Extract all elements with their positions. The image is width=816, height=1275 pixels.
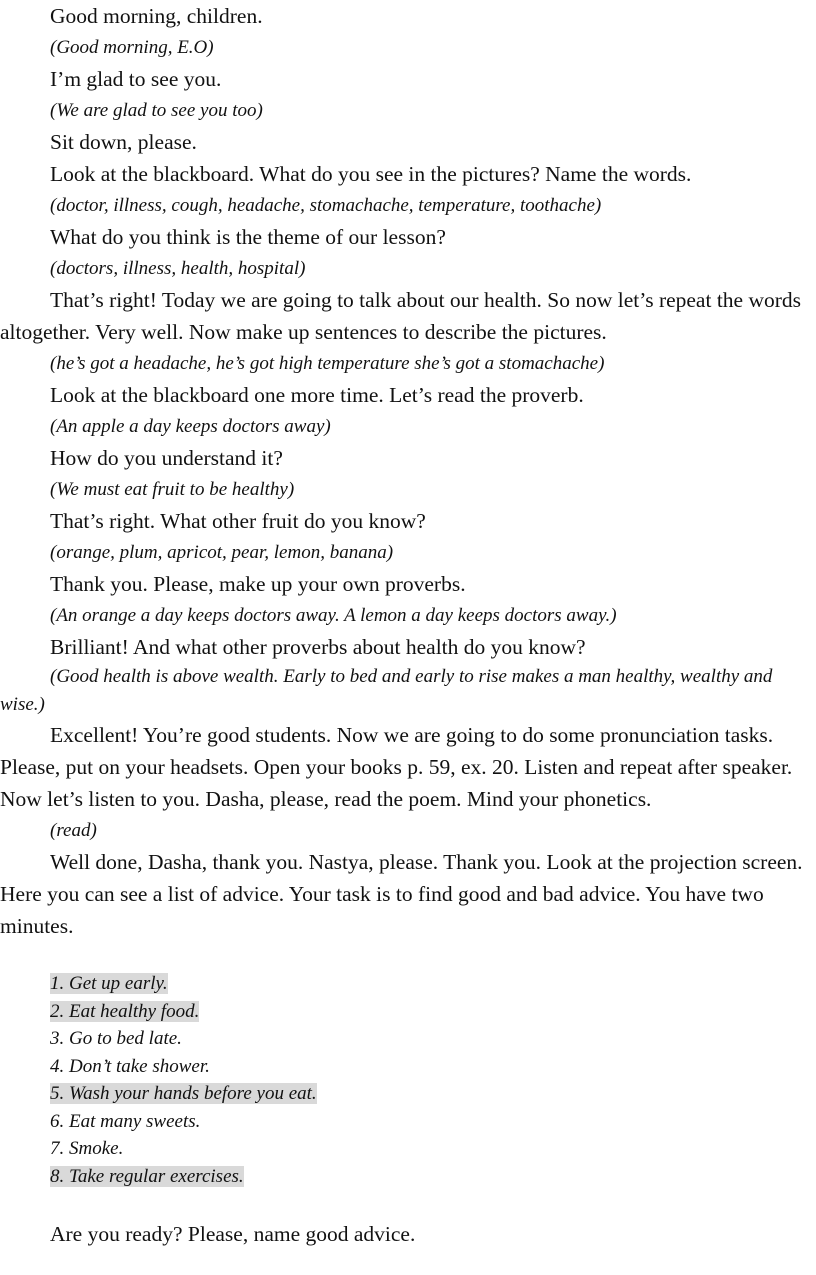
- advice-item-text: 6. Eat many sweets.: [50, 1110, 201, 1132]
- pupil-response: (We must eat fruit to be healthy): [50, 479, 295, 500]
- advice-item-text: 7. Smoke.: [50, 1138, 124, 1159]
- pupil-response: (read): [50, 820, 97, 841]
- teacher-line: Good morning, children.: [50, 4, 263, 28]
- teacher-line: That’s right. What other fruit do you know?: [50, 509, 426, 533]
- pupil-response: (orange, plum, apricot, pear, lemon, banana): [50, 542, 394, 563]
- advice-item: [50, 1025, 816, 1053]
- advice-item: [50, 1053, 816, 1081]
- advice-item-text: 4. Don’t take shower.: [50, 1055, 210, 1077]
- advice-item-text: 5. Wash your hands before you eat.: [50, 1083, 317, 1104]
- pupil-response: (doctors, illness, health, hospital): [50, 258, 306, 279]
- teacher-line: How do you understand it?: [50, 446, 283, 470]
- teacher-paragraph: That’s right! Today we are going to talk about our health. So now let’s repeat the words altogether. Very well. Now make up sentences to describe the pictures.: [0, 288, 802, 344]
- pupil-response: (We are glad to see you too): [50, 100, 263, 121]
- pupil-response: (An apple a day keeps doctors away): [50, 416, 331, 437]
- advice-item-text: 8. Take regular exercises.: [50, 1165, 244, 1187]
- advice-item-text: 2. Eat healthy food.: [50, 1000, 200, 1022]
- advice-item: [50, 1135, 816, 1163]
- advice-item: [50, 1108, 816, 1136]
- teacher-line: Look at the blackboard one more time. Let’s read the proverb.: [50, 383, 584, 407]
- advice-item: [50, 1163, 816, 1191]
- teacher-paragraph: Well done, Dasha, thank you. Nastya, please. Thank you. Look at the projection screen. Here you can see a list of advice. Your task is to find good and bad advice. You have two minutes.: [0, 850, 803, 938]
- teacher-paragraph: Excellent! You’re good students. Now we are going to do some pronunciation tasks. Please, put on your headsets. Open your books p. 59, ex. 20. Listen and repeat after speaker. Now let’s listen to you. Dasha, please, read the poem. Mind your phonetics.: [0, 723, 793, 811]
- advice-item: [50, 1080, 816, 1108]
- advice-list: [0, 970, 816, 1190]
- advice-item: [50, 970, 816, 998]
- teacher-line: Look at the blackboard. What do you see in the pictures? Name the words.: [50, 162, 692, 186]
- teacher-line: Sit down, please.: [50, 130, 197, 154]
- pupil-response: (he’s got a headache, he’s got high temperature she’s got a stomachache): [50, 353, 605, 374]
- advice-item-text: 1. Get up early.: [50, 973, 168, 994]
- pupil-response: (An orange a day keeps doctors away. A lemon a day keeps doctors away.): [50, 605, 617, 626]
- closing-line: Are you ready? Please, name good advice.: [50, 1222, 416, 1246]
- pupil-response-paragraph: (Good health is above wealth. Early to bed and early to rise makes a man healthy, wealthy and wise.): [0, 666, 773, 715]
- pupil-response: (doctor, illness, cough, headache, stomachache, temperature, toothache): [50, 195, 602, 216]
- teacher-line: Thank you. Please, make up your own proverbs.: [50, 572, 466, 596]
- advice-item-text: 3. Go to bed late.: [50, 1028, 182, 1049]
- teacher-line: I’m glad to see you.: [50, 67, 222, 91]
- teacher-line: What do you think is the theme of our lesson?: [50, 225, 446, 249]
- pupil-response: (Good morning, E.O): [50, 37, 214, 58]
- advice-item: [50, 998, 816, 1026]
- teacher-line: Brilliant! And what other proverbs about health do you know?: [50, 635, 586, 659]
